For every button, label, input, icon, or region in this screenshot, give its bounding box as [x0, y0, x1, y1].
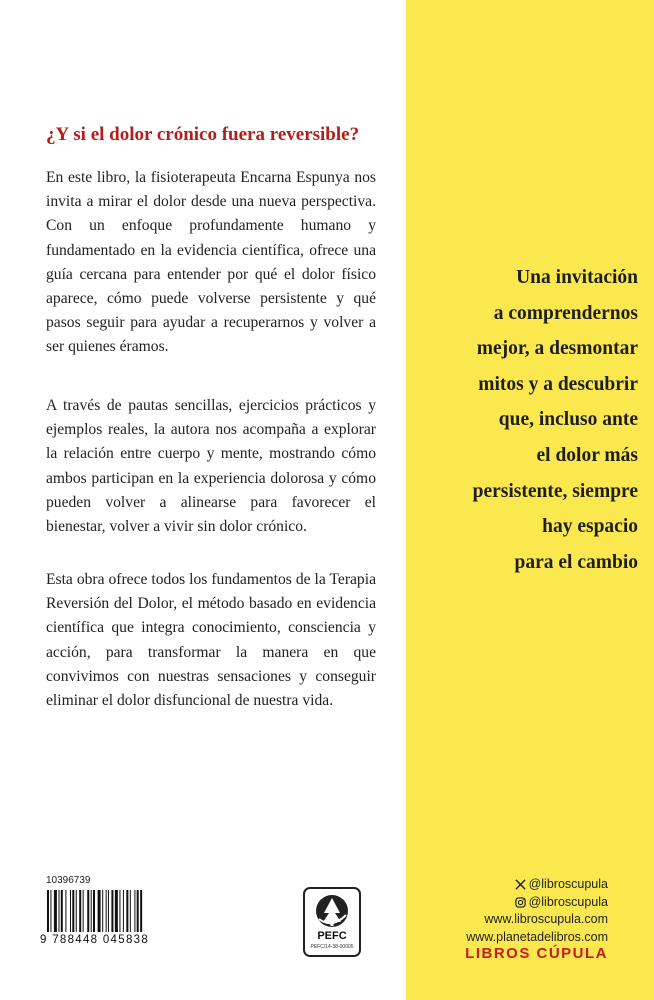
brand-part1: LIBROS: [465, 945, 531, 962]
website-link[interactable]: www.planetadelibros.com: [466, 929, 608, 944]
tagline-line: el dolor más: [536, 444, 638, 466]
twitter-handle[interactable]: @libroscupula: [528, 877, 608, 891]
paragraph-2: A través de pautas sencillas, ejercicios prácticos y ejemplos reales, la autora nos acompaña a explorar la relación entre cuerpo y mente, mostrando cómo ambos participan en la experiencia dolorosa y cómo pueden volver a alinearse para favorecer el bienestar, volver a vivir sin dolor crónico.: [46, 397, 376, 536]
pefc-logo: [303, 887, 361, 957]
tagline-line: hay espacio: [542, 516, 638, 538]
tagline: [420, 260, 638, 580]
paragraph-1: En este libro, la fisioterapeuta Encarna Espunya nos invita a mirar el dolor desde una nueva perspectiva. Con un enfoque profundamente humano y fundamentado en la evidencia científica, ofrece una guía cercana para entender por qué el dolor físico aparece, cómo puede volverse persistente y qué pasos seguir para ayudar a recuperarnos y volver a ser quienes éramos.: [46, 169, 376, 356]
pefc-label: PEFC: [317, 930, 347, 942]
product-code: 10396739: [46, 875, 91, 886]
paragraph-3: Esta obra ofrece todos los fundamentos de la Terapia Reversión del Dolor, el método basado en evidencia científica que integra conocimiento, consciencia y acción, para transformar la manera en que convivimos con nuestras sensaciones y conseguir eliminar el dolor disfuncional de nuestra vida.: [46, 571, 376, 710]
tagline-line: Una invitación: [516, 267, 638, 288]
brand-part2: CÚPULA: [536, 945, 608, 962]
publisher-logo: [465, 945, 608, 962]
tagline-line: para el cambio: [514, 551, 638, 573]
contact-block: [466, 876, 608, 946]
tagline-line: que, incluso ante: [498, 409, 638, 431]
pefc-code: PEFC/14-38-00005: [310, 944, 354, 950]
website-link[interactable]: www.libroscupula.com: [484, 912, 608, 926]
tagline-line: persistente, siempre: [472, 480, 638, 502]
tagline-line: mejor, a desmontar: [476, 338, 638, 360]
instagram-row: [466, 894, 608, 912]
instagram-icon: [515, 897, 526, 908]
instagram-handle[interactable]: @libroscupula: [528, 894, 608, 909]
barcode-number: 9 788448 045838: [40, 934, 150, 946]
tagline-line: a comprendernos: [493, 302, 638, 324]
barcode: [46, 890, 171, 932]
pefc-tree-icon: [305, 889, 359, 931]
tagline-line: mitos y a descubrir: [478, 373, 638, 395]
headline-question: ¿Y si el dolor crónico fuera reversible?: [46, 124, 360, 145]
x-icon: [515, 879, 526, 890]
twitter-row: [466, 876, 608, 894]
